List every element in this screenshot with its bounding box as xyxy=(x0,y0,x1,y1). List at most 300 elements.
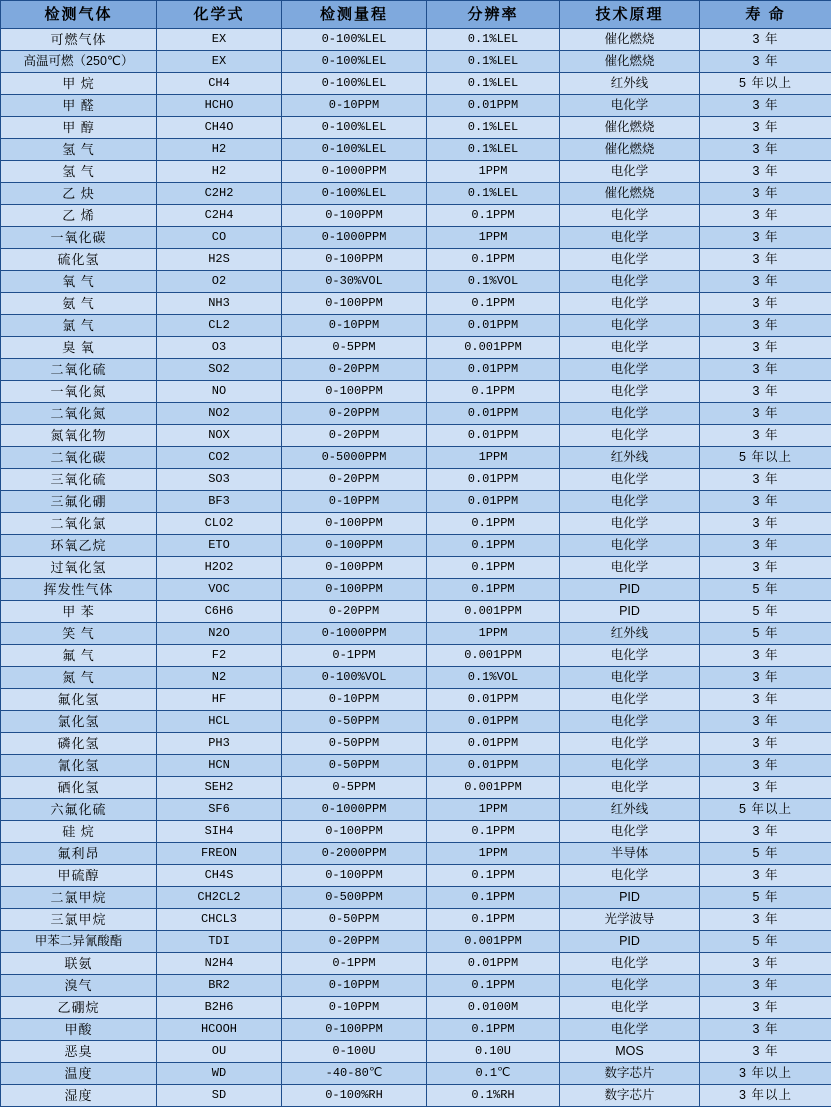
cell-resolution: 0.1PPM xyxy=(427,909,560,931)
cell-resolution: 0.01PPM xyxy=(427,95,560,117)
cell-gas-name: 二氧化硫 xyxy=(1,359,157,381)
cell-gas-name: 甲酸 xyxy=(1,1019,157,1041)
cell-lifetime: 3 年 xyxy=(700,425,831,447)
cell-lifetime: 3 年以上 xyxy=(700,1063,831,1085)
column-header-lifetime: 寿 命 xyxy=(700,1,831,29)
cell-lifetime: 3 年 xyxy=(700,733,831,755)
cell-resolution: 0.1PPM xyxy=(427,821,560,843)
cell-principle: 电化学 xyxy=(560,975,700,997)
cell-formula: FREON xyxy=(157,843,282,865)
cell-lifetime: 3 年 xyxy=(700,975,831,997)
cell-principle: PID xyxy=(560,931,700,953)
cell-resolution: 0.01PPM xyxy=(427,755,560,777)
cell-resolution: 0.1PPM xyxy=(427,293,560,315)
cell-formula: N2 xyxy=(157,667,282,689)
cell-principle: 电化学 xyxy=(560,161,700,183)
cell-gas-name: 六氟化硫 xyxy=(1,799,157,821)
cell-gas-name: 硫化氢 xyxy=(1,249,157,271)
cell-range: 0-1000PPM xyxy=(282,623,427,645)
cell-principle: 电化学 xyxy=(560,359,700,381)
cell-resolution: 1PPM xyxy=(427,161,560,183)
cell-gas-name: 氯化氢 xyxy=(1,711,157,733)
cell-principle: 光学波导 xyxy=(560,909,700,931)
cell-lifetime: 3 年 xyxy=(700,359,831,381)
cell-formula: O3 xyxy=(157,337,282,359)
cell-principle: PID xyxy=(560,601,700,623)
cell-resolution: 1PPM xyxy=(427,843,560,865)
cell-principle: 电化学 xyxy=(560,205,700,227)
cell-resolution: 0.001PPM xyxy=(427,931,560,953)
cell-range: 0-20PPM xyxy=(282,403,427,425)
cell-range: 0-100%RH xyxy=(282,1085,427,1107)
cell-gas-name: 温度 xyxy=(1,1063,157,1085)
cell-range: 0-20PPM xyxy=(282,469,427,491)
cell-principle: 催化燃烧 xyxy=(560,139,700,161)
cell-lifetime: 3 年 xyxy=(700,183,831,205)
cell-range: 0-100U xyxy=(282,1041,427,1063)
cell-formula: SO3 xyxy=(157,469,282,491)
cell-gas-name: 过氧化氢 xyxy=(1,557,157,579)
table-row xyxy=(1,183,831,205)
cell-resolution: 0.001PPM xyxy=(427,337,560,359)
column-header-range: 检测量程 xyxy=(282,1,427,29)
table-row xyxy=(1,95,831,117)
cell-gas-name: 甲 醇 xyxy=(1,117,157,139)
cell-lifetime: 3 年 xyxy=(700,381,831,403)
cell-lifetime: 3 年以上 xyxy=(700,1085,831,1107)
cell-resolution: 0.01PPM xyxy=(427,469,560,491)
cell-lifetime: 3 年 xyxy=(700,535,831,557)
cell-range: 0-100PPM xyxy=(282,293,427,315)
cell-formula: SD xyxy=(157,1085,282,1107)
cell-principle: PID xyxy=(560,579,700,601)
cell-range: 0-5PPM xyxy=(282,337,427,359)
cell-lifetime: 5 年 xyxy=(700,931,831,953)
cell-range: 0-100%LEL xyxy=(282,183,427,205)
cell-resolution: 0.1%VOL xyxy=(427,271,560,293)
cell-formula: HCL xyxy=(157,711,282,733)
cell-principle: 半导体 xyxy=(560,843,700,865)
cell-principle: 电化学 xyxy=(560,513,700,535)
table-row xyxy=(1,205,831,227)
table-row xyxy=(1,51,831,73)
cell-lifetime: 3 年 xyxy=(700,997,831,1019)
cell-lifetime: 3 年 xyxy=(700,557,831,579)
cell-lifetime: 3 年 xyxy=(700,205,831,227)
cell-lifetime: 3 年 xyxy=(700,755,831,777)
cell-range: 0-10PPM xyxy=(282,315,427,337)
column-header-gas-name: 检测气体 xyxy=(1,1,157,29)
table-row xyxy=(1,469,831,491)
cell-formula: HCOOH xyxy=(157,1019,282,1041)
cell-formula: PH3 xyxy=(157,733,282,755)
cell-range: 0-100PPM xyxy=(282,513,427,535)
cell-lifetime: 3 年 xyxy=(700,777,831,799)
cell-principle: 电化学 xyxy=(560,293,700,315)
table-row xyxy=(1,73,831,95)
table-row xyxy=(1,821,831,843)
table-row xyxy=(1,1085,831,1107)
table-row xyxy=(1,227,831,249)
cell-gas-name: 二氧化氮 xyxy=(1,403,157,425)
cell-range: 0-2000PPM xyxy=(282,843,427,865)
table-row xyxy=(1,667,831,689)
cell-principle: 电化学 xyxy=(560,645,700,667)
cell-gas-name: 环氧乙烷 xyxy=(1,535,157,557)
cell-formula: TDI xyxy=(157,931,282,953)
cell-gas-name: 氟利昂 xyxy=(1,843,157,865)
cell-gas-name: 挥发性气体 xyxy=(1,579,157,601)
cell-resolution: 0.01PPM xyxy=(427,953,560,975)
cell-resolution: 1PPM xyxy=(427,227,560,249)
cell-range: 0-100%LEL xyxy=(282,51,427,73)
cell-range: 0-500PPM xyxy=(282,887,427,909)
cell-range: 0-50PPM xyxy=(282,755,427,777)
cell-gas-name: 三氧化硫 xyxy=(1,469,157,491)
table-row xyxy=(1,733,831,755)
cell-formula: CH2CL2 xyxy=(157,887,282,909)
cell-lifetime: 3 年 xyxy=(700,271,831,293)
cell-resolution: 0.1PPM xyxy=(427,381,560,403)
cell-gas-name: 臭 氧 xyxy=(1,337,157,359)
cell-formula: CH4O xyxy=(157,117,282,139)
cell-principle: 电化学 xyxy=(560,425,700,447)
cell-gas-name: 氢 气 xyxy=(1,139,157,161)
cell-lifetime: 3 年 xyxy=(700,711,831,733)
cell-lifetime: 5 年 xyxy=(700,843,831,865)
cell-gas-name: 一氧化氮 xyxy=(1,381,157,403)
cell-gas-name: 湿度 xyxy=(1,1085,157,1107)
table-row xyxy=(1,381,831,403)
column-header-resolution: 分辨率 xyxy=(427,1,560,29)
table-row xyxy=(1,689,831,711)
cell-formula: HCHO xyxy=(157,95,282,117)
cell-resolution: 0.1%RH xyxy=(427,1085,560,1107)
table-row xyxy=(1,909,831,931)
cell-principle: 催化燃烧 xyxy=(560,51,700,73)
cell-gas-name: 氟化氢 xyxy=(1,689,157,711)
cell-principle: 电化学 xyxy=(560,381,700,403)
cell-gas-name: 乙 炔 xyxy=(1,183,157,205)
cell-lifetime: 3 年 xyxy=(700,51,831,73)
cell-range: 0-50PPM xyxy=(282,909,427,931)
table-row xyxy=(1,513,831,535)
cell-formula: NO xyxy=(157,381,282,403)
cell-gas-name: 乙 烯 xyxy=(1,205,157,227)
cell-formula: HF xyxy=(157,689,282,711)
cell-resolution: 0.1PPM xyxy=(427,249,560,271)
table-row xyxy=(1,337,831,359)
cell-formula: H2S xyxy=(157,249,282,271)
table-row xyxy=(1,161,831,183)
cell-resolution: 1PPM xyxy=(427,799,560,821)
cell-formula: OU xyxy=(157,1041,282,1063)
cell-gas-name: 氮氧化物 xyxy=(1,425,157,447)
cell-gas-name: 溴气 xyxy=(1,975,157,997)
cell-resolution: 0.1%LEL xyxy=(427,29,560,51)
cell-principle: 电化学 xyxy=(560,535,700,557)
cell-lifetime: 3 年 xyxy=(700,645,831,667)
table-row xyxy=(1,315,831,337)
cell-principle: 电化学 xyxy=(560,711,700,733)
cell-resolution: 0.1%LEL xyxy=(427,73,560,95)
cell-range: 0-50PPM xyxy=(282,733,427,755)
cell-principle: 电化学 xyxy=(560,865,700,887)
table-row xyxy=(1,623,831,645)
cell-gas-name: 硅 烷 xyxy=(1,821,157,843)
cell-formula: SEH2 xyxy=(157,777,282,799)
cell-lifetime: 3 年 xyxy=(700,227,831,249)
table-row xyxy=(1,997,831,1019)
cell-range: 0-1000PPM xyxy=(282,227,427,249)
cell-formula: HCN xyxy=(157,755,282,777)
cell-formula: ETO xyxy=(157,535,282,557)
cell-gas-name: 三氟化硼 xyxy=(1,491,157,513)
cell-principle: 电化学 xyxy=(560,249,700,271)
cell-formula: F2 xyxy=(157,645,282,667)
cell-gas-name: 乙硼烷 xyxy=(1,997,157,1019)
cell-range: 0-100PPM xyxy=(282,557,427,579)
cell-gas-name: 二氧化碳 xyxy=(1,447,157,469)
cell-range: 0-100%LEL xyxy=(282,139,427,161)
cell-resolution: 0.01PPM xyxy=(427,359,560,381)
cell-range: 0-20PPM xyxy=(282,425,427,447)
cell-principle: 电化学 xyxy=(560,469,700,491)
cell-principle: 电化学 xyxy=(560,95,700,117)
table-row xyxy=(1,117,831,139)
table-row xyxy=(1,799,831,821)
cell-principle: 红外线 xyxy=(560,799,700,821)
cell-lifetime: 5 年 xyxy=(700,579,831,601)
cell-range: 0-1PPM xyxy=(282,645,427,667)
cell-principle: 催化燃烧 xyxy=(560,29,700,51)
cell-gas-name: 甲硫醇 xyxy=(1,865,157,887)
cell-formula: EX xyxy=(157,29,282,51)
cell-formula: CL2 xyxy=(157,315,282,337)
cell-lifetime: 3 年 xyxy=(700,953,831,975)
cell-formula: NO2 xyxy=(157,403,282,425)
cell-resolution: 0.1PPM xyxy=(427,865,560,887)
cell-resolution: 0.01PPM xyxy=(427,403,560,425)
cell-principle: 电化学 xyxy=(560,557,700,579)
cell-gas-name: 硒化氢 xyxy=(1,777,157,799)
cell-formula: N2O xyxy=(157,623,282,645)
cell-lifetime: 3 年 xyxy=(700,29,831,51)
cell-principle: 电化学 xyxy=(560,403,700,425)
cell-range: 0-100PPM xyxy=(282,579,427,601)
cell-gas-name: 笑 气 xyxy=(1,623,157,645)
cell-principle: 红外线 xyxy=(560,447,700,469)
cell-resolution: 0.1PPM xyxy=(427,557,560,579)
cell-principle: 电化学 xyxy=(560,733,700,755)
cell-lifetime: 3 年 xyxy=(700,469,831,491)
cell-formula: BR2 xyxy=(157,975,282,997)
cell-gas-name: 甲 苯 xyxy=(1,601,157,623)
cell-formula: CO xyxy=(157,227,282,249)
cell-range: 0-100PPM xyxy=(282,865,427,887)
cell-formula: CHCL3 xyxy=(157,909,282,931)
cell-principle: 催化燃烧 xyxy=(560,117,700,139)
cell-principle: 电化学 xyxy=(560,491,700,513)
cell-resolution: 0.1%LEL xyxy=(427,51,560,73)
cell-gas-name: 氨 气 xyxy=(1,293,157,315)
cell-lifetime: 3 年 xyxy=(700,337,831,359)
cell-resolution: 0.1%LEL xyxy=(427,139,560,161)
table-header xyxy=(1,1,831,29)
table-row xyxy=(1,535,831,557)
cell-formula: CH4 xyxy=(157,73,282,95)
table-row xyxy=(1,1041,831,1063)
table-header-row xyxy=(1,1,831,29)
cell-principle: 电化学 xyxy=(560,821,700,843)
cell-formula: EX xyxy=(157,51,282,73)
cell-principle: MOS xyxy=(560,1041,700,1063)
cell-formula: H2O2 xyxy=(157,557,282,579)
cell-lifetime: 3 年 xyxy=(700,513,831,535)
cell-resolution: 0.001PPM xyxy=(427,645,560,667)
cell-principle: 电化学 xyxy=(560,755,700,777)
cell-lifetime: 3 年 xyxy=(700,403,831,425)
cell-principle: 电化学 xyxy=(560,667,700,689)
cell-lifetime: 3 年 xyxy=(700,821,831,843)
cell-gas-name: 一氧化碳 xyxy=(1,227,157,249)
cell-resolution: 0.001PPM xyxy=(427,601,560,623)
cell-gas-name: 可燃气体 xyxy=(1,29,157,51)
table-row xyxy=(1,293,831,315)
table-row xyxy=(1,953,831,975)
cell-range: 0-1000PPM xyxy=(282,799,427,821)
cell-formula: C6H6 xyxy=(157,601,282,623)
cell-formula: O2 xyxy=(157,271,282,293)
cell-formula: H2 xyxy=(157,139,282,161)
cell-gas-name: 氢 气 xyxy=(1,161,157,183)
table-row xyxy=(1,579,831,601)
cell-lifetime: 3 年 xyxy=(700,117,831,139)
cell-range: 0-5000PPM xyxy=(282,447,427,469)
cell-range: 0-5PPM xyxy=(282,777,427,799)
table-row xyxy=(1,403,831,425)
cell-lifetime: 3 年 xyxy=(700,249,831,271)
table-row xyxy=(1,843,831,865)
cell-lifetime: 5 年以上 xyxy=(700,799,831,821)
cell-resolution: 1PPM xyxy=(427,623,560,645)
cell-lifetime: 3 年 xyxy=(700,491,831,513)
column-header-formula: 化学式 xyxy=(157,1,282,29)
cell-formula: C2H2 xyxy=(157,183,282,205)
cell-range: 0-10PPM xyxy=(282,997,427,1019)
cell-gas-name: 恶臭 xyxy=(1,1041,157,1063)
cell-formula: B2H6 xyxy=(157,997,282,1019)
cell-lifetime: 3 年 xyxy=(700,1041,831,1063)
cell-lifetime: 5 年 xyxy=(700,601,831,623)
cell-resolution: 0.1PPM xyxy=(427,205,560,227)
cell-principle: 电化学 xyxy=(560,1019,700,1041)
cell-formula: NOX xyxy=(157,425,282,447)
table-row xyxy=(1,975,831,997)
cell-range: 0-100PPM xyxy=(282,821,427,843)
cell-principle: 数字芯片 xyxy=(560,1063,700,1085)
cell-resolution: 0.01PPM xyxy=(427,425,560,447)
table-row xyxy=(1,755,831,777)
cell-range: 0-20PPM xyxy=(282,601,427,623)
cell-lifetime: 3 年 xyxy=(700,161,831,183)
cell-range: 0-100%LEL xyxy=(282,117,427,139)
cell-gas-name: 甲 烷 xyxy=(1,73,157,95)
cell-resolution: 0.1%VOL xyxy=(427,667,560,689)
table-body xyxy=(1,29,831,1107)
cell-range: 0-100%LEL xyxy=(282,29,427,51)
cell-lifetime: 3 年 xyxy=(700,909,831,931)
cell-lifetime: 5 年以上 xyxy=(700,73,831,95)
cell-gas-name: 甲苯二异氰酸酯 xyxy=(1,931,157,953)
cell-range: 0-10PPM xyxy=(282,95,427,117)
cell-range: 0-100PPM xyxy=(282,249,427,271)
cell-resolution: 0.01PPM xyxy=(427,689,560,711)
table-row xyxy=(1,359,831,381)
cell-principle: 电化学 xyxy=(560,337,700,359)
cell-range: 0-10PPM xyxy=(282,689,427,711)
cell-lifetime: 3 年 xyxy=(700,95,831,117)
table-row xyxy=(1,601,831,623)
table-row xyxy=(1,865,831,887)
cell-range: 0-100PPM xyxy=(282,381,427,403)
cell-resolution: 0.1%LEL xyxy=(427,183,560,205)
cell-formula: NH3 xyxy=(157,293,282,315)
table-row xyxy=(1,491,831,513)
cell-gas-name: 氟 气 xyxy=(1,645,157,667)
cell-resolution: 0.1PPM xyxy=(427,535,560,557)
table-row xyxy=(1,887,831,909)
cell-gas-name: 氧 气 xyxy=(1,271,157,293)
table-row xyxy=(1,711,831,733)
cell-lifetime: 3 年 xyxy=(700,667,831,689)
cell-gas-name: 磷化氢 xyxy=(1,733,157,755)
cell-range: 0-100%VOL xyxy=(282,667,427,689)
table-row xyxy=(1,1063,831,1085)
cell-resolution: 0.10U xyxy=(427,1041,560,1063)
cell-lifetime: 3 年 xyxy=(700,293,831,315)
table-row xyxy=(1,271,831,293)
cell-resolution: 1PPM xyxy=(427,447,560,469)
cell-formula: CO2 xyxy=(157,447,282,469)
cell-formula: CLO2 xyxy=(157,513,282,535)
cell-gas-name: 氰化氢 xyxy=(1,755,157,777)
cell-lifetime: 3 年 xyxy=(700,139,831,161)
cell-gas-name: 二氧化氯 xyxy=(1,513,157,535)
cell-range: 0-10PPM xyxy=(282,975,427,997)
cell-principle: 催化燃烧 xyxy=(560,183,700,205)
table-row xyxy=(1,645,831,667)
cell-resolution: 0.1PPM xyxy=(427,579,560,601)
cell-principle: 电化学 xyxy=(560,953,700,975)
column-header-principle: 技术原理 xyxy=(560,1,700,29)
cell-range: 0-50PPM xyxy=(282,711,427,733)
cell-resolution: 0.1℃ xyxy=(427,1063,560,1085)
cell-resolution: 0.1PPM xyxy=(427,887,560,909)
cell-range: 0-30%VOL xyxy=(282,271,427,293)
cell-range: 0-100%LEL xyxy=(282,73,427,95)
table-row xyxy=(1,249,831,271)
cell-gas-name: 甲 醛 xyxy=(1,95,157,117)
cell-principle: 电化学 xyxy=(560,271,700,293)
cell-gas-name: 联氨 xyxy=(1,953,157,975)
cell-principle: 红外线 xyxy=(560,73,700,95)
cell-gas-name: 氯 气 xyxy=(1,315,157,337)
cell-principle: 红外线 xyxy=(560,623,700,645)
cell-lifetime: 5 年以上 xyxy=(700,447,831,469)
cell-range: 0-100PPM xyxy=(282,1019,427,1041)
cell-resolution: 0.1PPM xyxy=(427,1019,560,1041)
